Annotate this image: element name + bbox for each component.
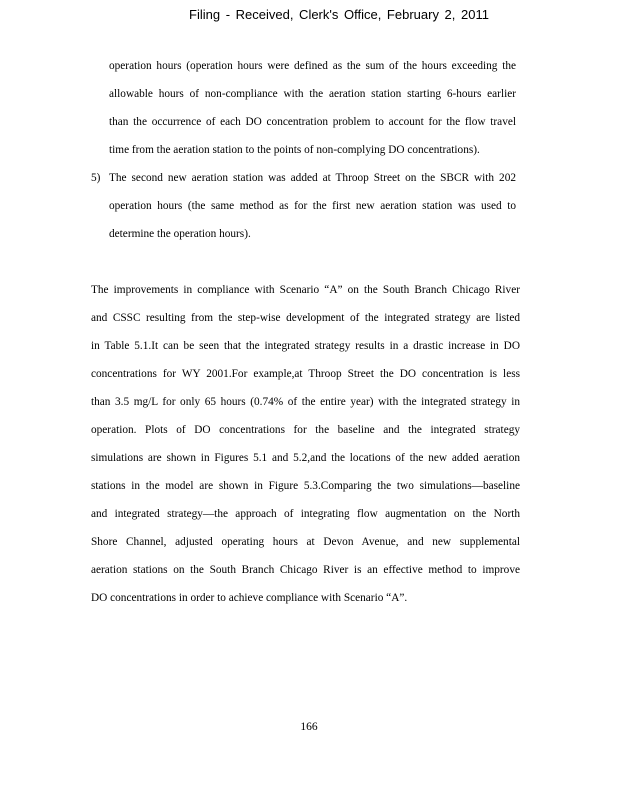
text-line: time from the aeration station to the points of non-complying DO concentrations).	[109, 144, 480, 156]
text-line: The improvements in compliance with Scenario “A” on the South Branch Chicago River	[91, 284, 520, 296]
text-line: Shore Channel, adjusted operating hours at Devon Avenue, and new supplemental	[91, 536, 520, 548]
text-line: than 3.5 mg/L for only 65 hours (0.74% of the entire year) with the integrated strategy in	[91, 396, 520, 408]
text-line: determine the operation hours).	[109, 228, 251, 240]
text-line: aeration stations on the South Branch Chicago River is an effective method to improve	[91, 564, 520, 576]
text-line: and integrated strategy—the approach of integrating flow augmentation on the North	[91, 508, 520, 520]
list-number: 5)	[91, 172, 101, 184]
text-line: simulations are shown in Figures 5.1 and 5.2,and the locations of the new added aeration	[91, 452, 520, 464]
text-line: operation. Plots of DO concentrations for the baseline and the integrated strategy	[91, 424, 520, 436]
text-line: and CSSC resulting from the step-wise development of the integrated strategy are listed	[91, 312, 520, 324]
text-line: concentrations for WY 2001.For example,at Throop Street the DO concentration is less	[91, 368, 520, 380]
page-number: 166	[300, 721, 318, 733]
text-line: operation hours (the same method as for the first new aeration station was used to	[109, 200, 516, 212]
text-line: than the occurrence of each DO concentration problem to account for the flow travel	[109, 116, 516, 128]
text-line: in Table 5.1.It can be seen that the integrated strategy results in a drastic increase in DO	[91, 340, 520, 352]
text-line: stations in the model are shown in Figure 5.3.Comparing the two simulations—baseline	[91, 480, 520, 492]
text-line: DO concentrations in order to achieve compliance with Scenario “A”.	[91, 592, 408, 604]
text-line: allowable hours of non-compliance with the aeration station starting 6-hours earlier	[109, 88, 516, 100]
text-line: The second new aeration station was added at Throop Street on the SBCR with 202	[109, 172, 516, 184]
page-header: Filing - Received, Clerk's Office, February 2, 2011	[189, 7, 489, 22]
text-line: operation hours (operation hours were defined as the sum of the hours exceeding the	[109, 60, 516, 72]
